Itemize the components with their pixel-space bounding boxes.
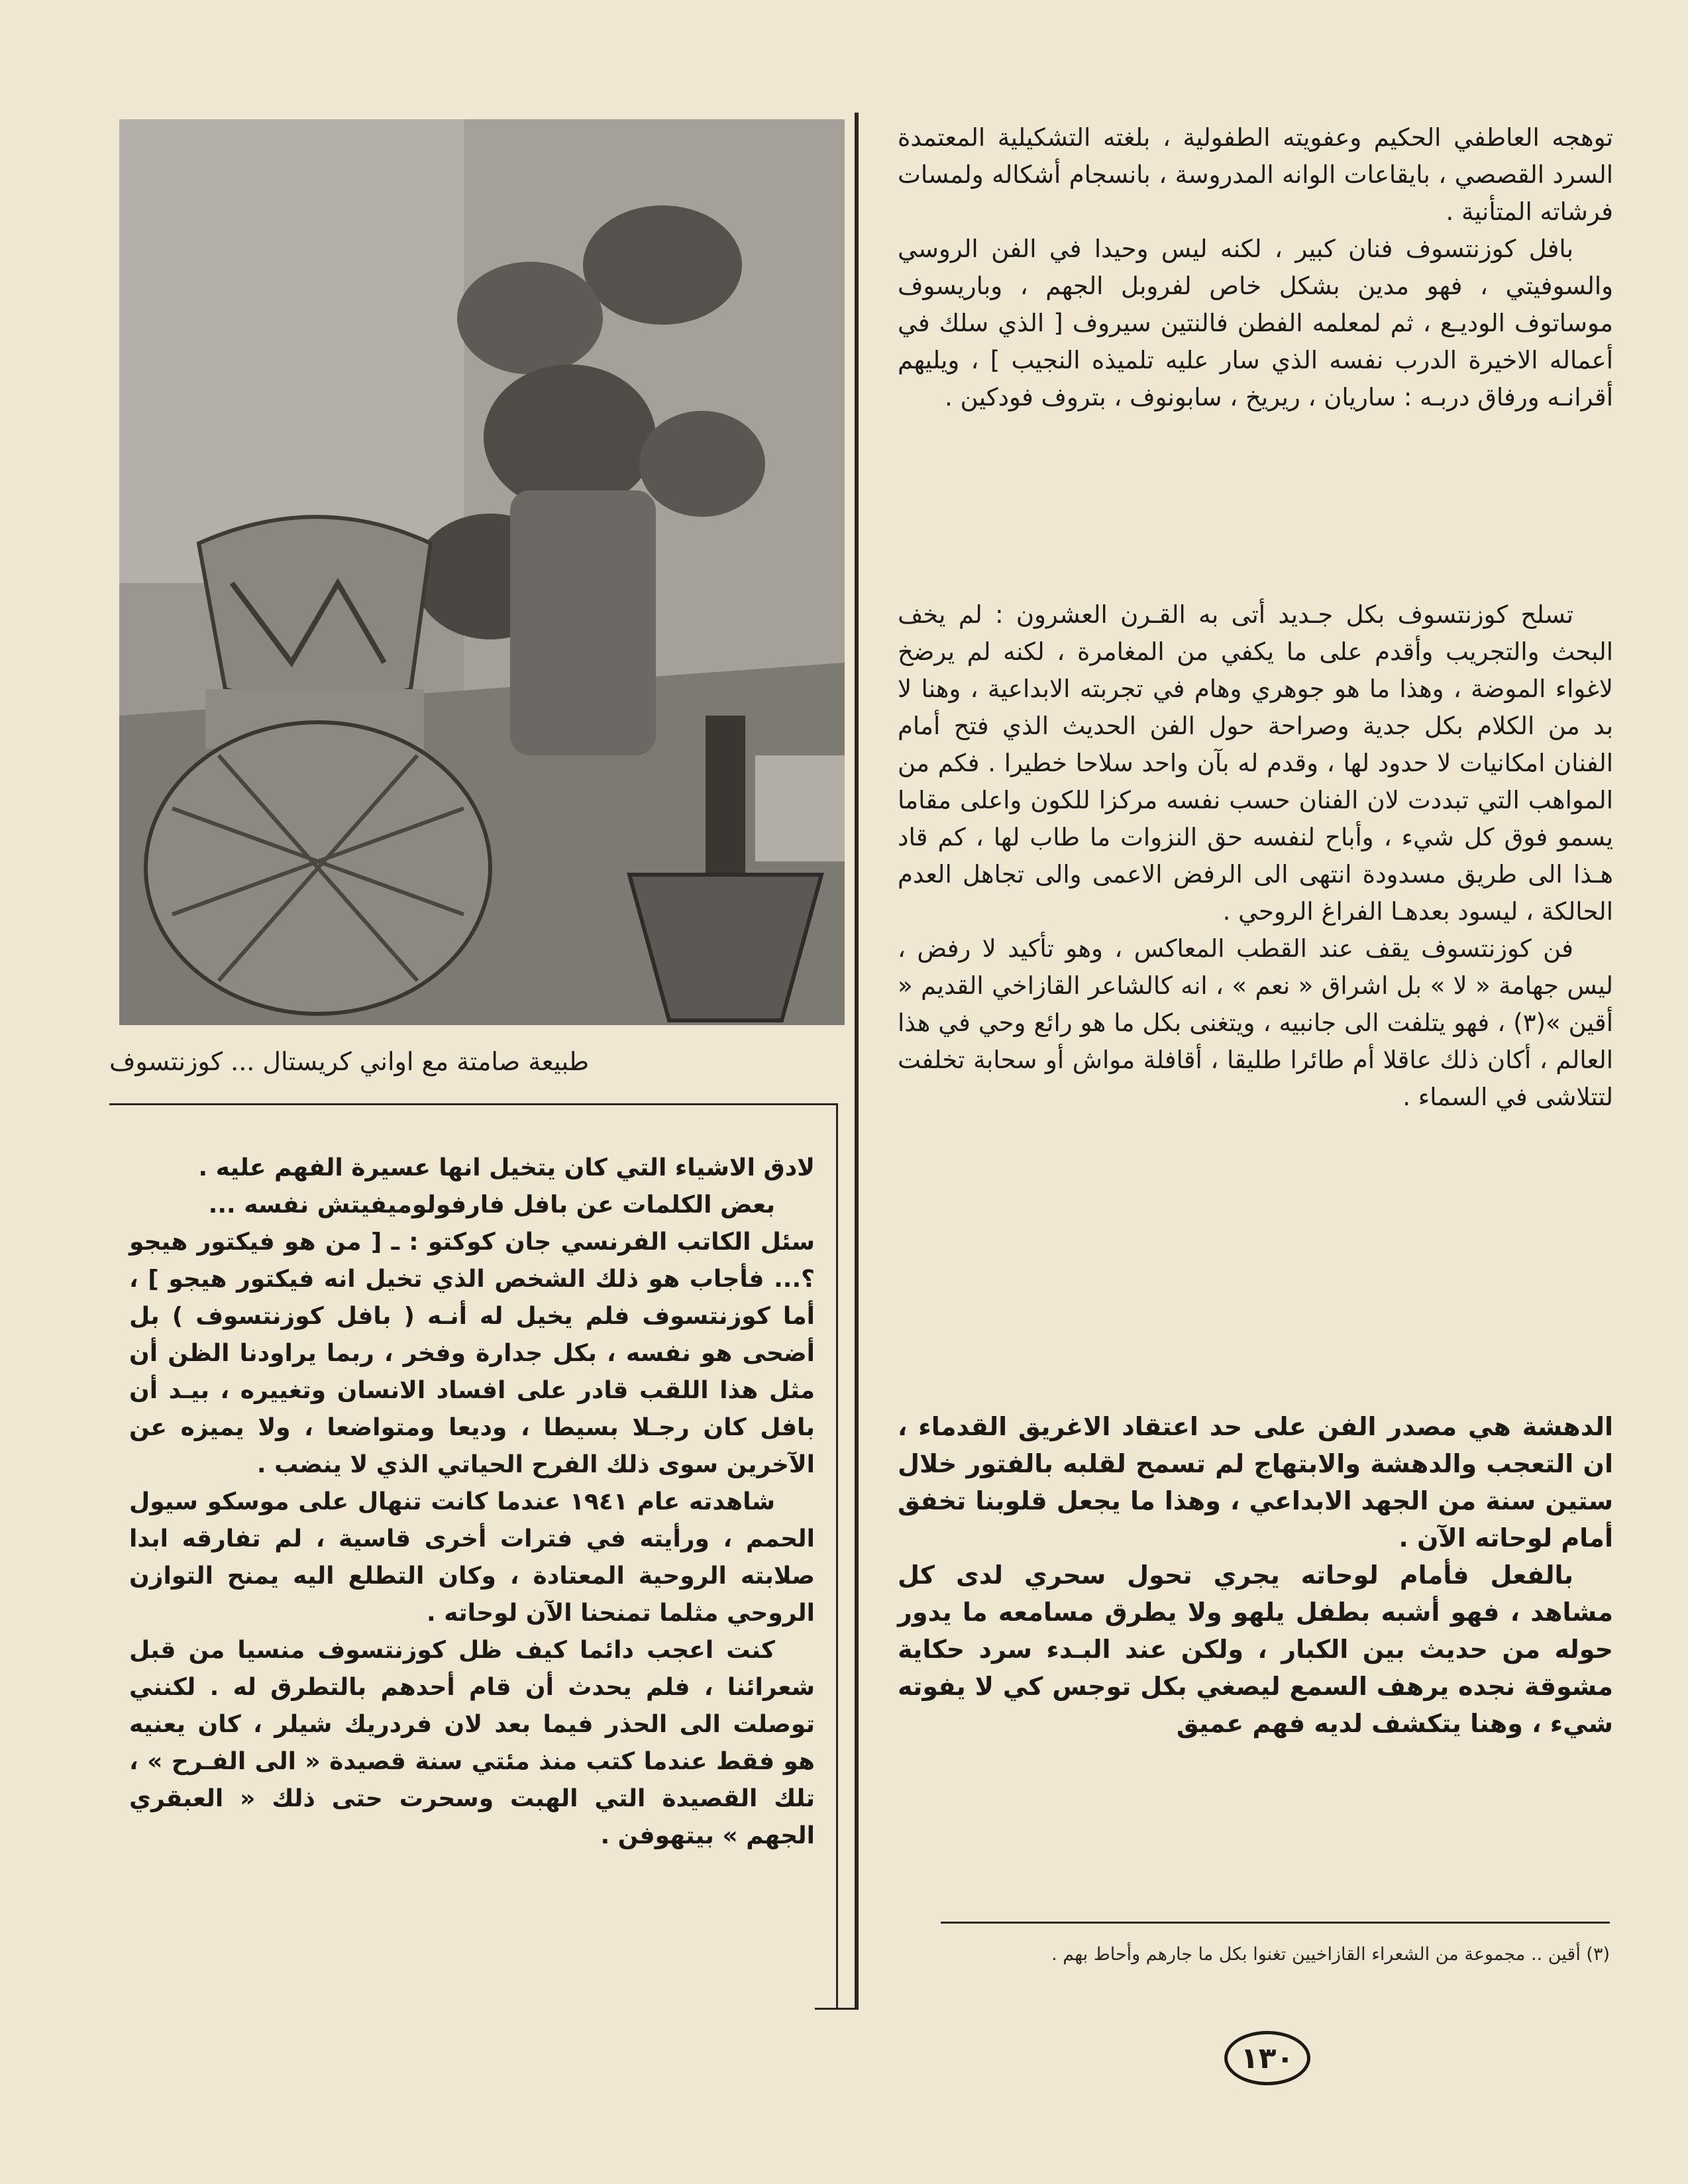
left-column: [129, 1150, 815, 1855]
footnote-rule: [941, 1922, 1610, 1924]
paragraph: كنت اعجب دائما كيف ظل كوزنتسوف منسيا من قبل شعرائنا ، فلم يحدث أن قام أحدهم بالتطرق له . لكنني توصلت الى الحذر فيما بعد لان فردريك شيلر ، كان يعنيه هو فقط عندما كتب منذ مئتي سنة قصيدة « الى الفـرح » ، تلك القصيدة التي الهبت وسحرت حتى ذلك « العبقري الجهم » بيتهوفن .: [129, 1637, 815, 1849]
page-number: ١٣٠: [1224, 2031, 1310, 2085]
paragraph: بعض الكلمات عن بافل فارفولوميفيتش نفسه ...: [208, 1191, 775, 1219]
footnote: (٣) أقين .. مجموعة من الشعراء القازاخيين تغنوا بكل ما جارهم وأحاط بهم .: [1051, 1944, 1610, 1965]
box-bottom-rule: [815, 2008, 859, 2010]
paragraph: توهجه العاطفي الحكيم وعفويته الطفولية ، بلغته التشكيلية المعتمدة السرد القصصي ، بايقاعات الوانه المدروسة ، بانسجام أشكاله ولمسات فرشاته المتأنية .: [898, 123, 1613, 226]
paragraph: تسلح كوزنتسوف بكل جـديد أتى به القـرن العشرون : لم يخف البحث والتجريب وأقدم على ما يكفي من المغامرة ، لكنه لم يرضخ لاغواء الموضة ، وهذا ما هو جوهري وهام في تجربته الابداعية ، وهنا لا بد من الكلام بكل جدية وصراحة حول الفن الحديث الذي فتح أمام الفنان امكانيات لا حدود لها ، وقدم له بآن واحد سلاحا خطيرا . فكم من المواهب التي تبددت لان الفنان حسب نفسه مركزا للكون واعلى مقاما يسمو فوق كل شيء ، وأباح لنفسه حق النزوات ما طاب لها ، كم قاد هـذا الى طريق مسدودة انتهى الى الرفض الاعمى والى تجاهل العدم الحالكة ، ليسود بعدهـا الفراغ الروحي .: [898, 600, 1613, 926]
column-divider: [855, 113, 859, 2008]
paragraph: بالفعل فأمام لوحاته يجري تحول سحري لدى كل مشاهد ، فهو أشبه بطفل يلهو ولا يطرق مسامعه ما يدور حوله من حديث بين الكبار ، ولكن عند البـدء سرد حكاية مشوقة نجده يرهف السمع ليصغي بكل توجس كي لا يفوته شيء ، وهنا يتكشف لديه فهم عميق: [898, 1560, 1613, 1738]
paragraph: شاهدته عام ١٩٤١ عندما كانت تنهال على موسكو سيول الحمم ، ورأيته في فترات أخرى قاسية ، لم تفارقه ابدا صلابته الروحية المعتادة ، وكان التطلع اليه يمنح التوازن الروحي مثلما تمنحنا الآن لوحاته .: [129, 1488, 815, 1627]
paragraph: فن كوزنتسوف يقف عند القطب المعاكس ، وهو تأكيد لا رفض ، ليس جهامة « لا » بل اشراق « نعم » ، انه كالشاعر القازاخي القديم « أقين »(٣) ، فهو يتلفت الى جانبيه ، ويتغنى بكل ما هو رائع وحي في هذا العالم ، أكان ذلك عاقلا أم طائرا طليقا ، أقافلة مواش أو سحابة تخلفت لتتلاشى في السماء .: [898, 934, 1613, 1111]
paragraph: سئل الكاتب الفرنسي جان كوكتو : ـ [ من هو فيكتور هيجو ؟... فأجاب هو ذلك الشخص الذي تخيل انه فيكتور هيجو ] ، أما كوزنتسوف فلم يخيل له أنـه ( بافل كوزنتسوف ) بل أضحى هو نفسه ، بكل جدارة وفخر ، ربما يراودنا الظن أن مثل هذا اللقب قادر على افساد الانسان وتغييره ، بيـد أن بافل كان رجـلا بسيطا ، وديعا ومتواضعا ، ولا يميزه عن الآخرين سوى ذلك الفرح الحياتي الذي لا ينضب .: [129, 1228, 815, 1478]
paragraph: لادق الاشياء التي كان يتخيل انها عسيرة الفهم عليه .: [198, 1154, 815, 1181]
right-column-section-1: [898, 119, 1613, 416]
still-life-painting: [119, 119, 845, 1025]
right-column-section-3: [898, 1408, 1613, 1742]
box-right-rule: [836, 1103, 838, 2008]
painting-image: [119, 119, 845, 1025]
right-column-section-2: [898, 596, 1613, 1116]
box-top-rule: [109, 1103, 838, 1105]
paragraph: بافل كوزنتسوف فنان كبير ، لكنه ليس وحيدا في الفن الروسي والسوفيتي ، فهو مدين بشكل خاص لفروبل الجهم ، وباريسوف موساتوف الوديـع ، ثم لمعلمه الفطن فالنتين سيروف [ الذي سلك في أعماله الاخيرة الدرب نفسه الذي سار عليه تلميذه النجيب ] ، ويليهم أقرانـه ورفاق دربـه : ساريان ، ريريخ ، سابونوف ، بتروف فودكين .: [898, 235, 1613, 411]
paragraph: الدهشة هي مصدر الفن على حد اعتقاد الاغريق القدماء ، ان التعجب والدهشة والابتهاج لم تسمح لقلبه بالفتور خلال ستين سنة من الجهد الابداعي ، وهذا ما يجعل قلوبنا تخفق أمام لوحاته الآن .: [898, 1412, 1613, 1553]
painting-caption: طبيعة صامتة مع اواني كريستال ... كوزنتسوف: [109, 1047, 590, 1076]
